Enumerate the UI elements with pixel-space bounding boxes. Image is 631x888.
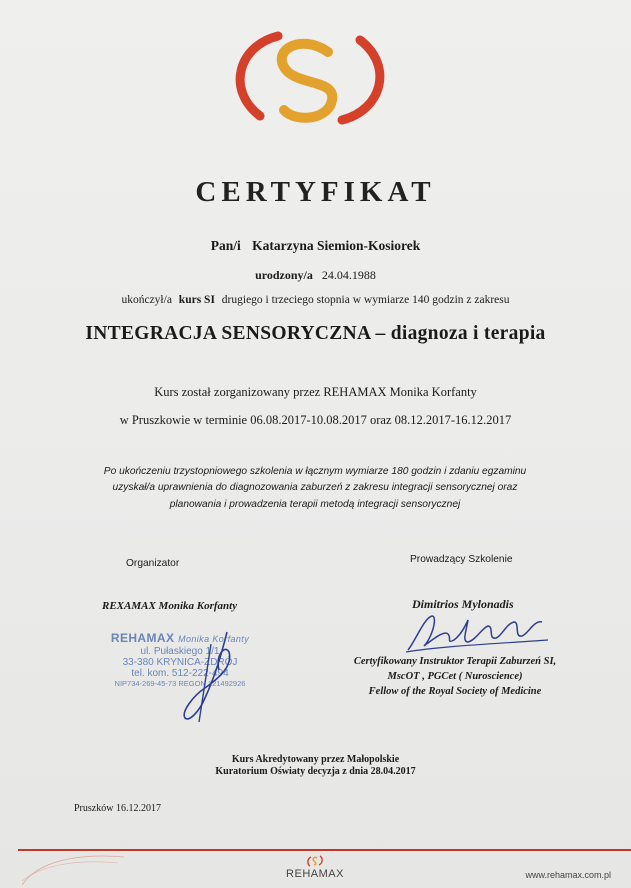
course-name: kurs SI xyxy=(178,294,215,306)
completion-prefix: ukończył/a xyxy=(121,294,172,306)
stamp-brand: REHAMAX xyxy=(110,631,175,645)
stamp-phone: tel. kom. 512-222-494 xyxy=(131,668,229,679)
footer-url[interactable]: www.rehamax.com.pl xyxy=(525,870,611,880)
trainer-name: Dimitrios Mylonadis xyxy=(412,597,514,611)
organizer-heading: Organizator xyxy=(126,558,180,569)
birth-label: urodzony/a xyxy=(255,268,313,282)
credential-line-1: Certyfikowany Instruktor Terapii Zaburzeń SI, xyxy=(353,656,557,667)
trainer-heading: Prowadzący Szkolenie xyxy=(410,554,513,565)
rehamax-logo-icon xyxy=(220,28,400,128)
conditions-line-1: Po ukończeniu trzystopniowego szkolenia w łącznym wymiarze 180 godzin i zdaniu egzaminu xyxy=(103,466,527,477)
completion-suffix: drugiego i trzeciego stopnia w wymiarze 140 godzin z zakresu xyxy=(221,294,510,306)
stamp-street: ul. Pułaskiego 1/1 xyxy=(140,646,220,657)
accreditation-line-2: Kuratorium Oświaty decyzja z dnia 28.04.2017 xyxy=(215,766,416,777)
credential-line-2: MscOT , PGCet ( Nuroscience) xyxy=(387,671,523,682)
credential-line-3: Fellow of the Royal Society of Medicine xyxy=(368,686,542,697)
recipient-line xyxy=(0,238,631,254)
conditions-line-3: planowania i prowadzenia terapii metodą integracji sensorycznej xyxy=(169,499,461,510)
stamp-nip-regon: NIP734-269-45-73 REGON 121492926 xyxy=(114,679,246,688)
footer-swirl-icon xyxy=(18,851,128,888)
certificate-title: CERTYFIKAT xyxy=(195,176,436,208)
birth-date: 24.04.1988 xyxy=(321,268,376,282)
organized-by: Kurs został zorganizowany przez REHAMAX Monika Korfanty xyxy=(154,385,477,399)
birth-line xyxy=(0,268,631,283)
trainer-signature-icon xyxy=(402,610,552,656)
course-title: INTEGRACJA SENSORYCZNA – diagnoza i terapia xyxy=(85,323,546,344)
stamp-owner: Monika Korfanty xyxy=(178,634,250,644)
recipient-name: Katarzyna Siemion-Kosiorek xyxy=(252,238,421,253)
place-and-dates: w Pruszkowie w terminie 06.08.2017-10.08.2017 oraz 08.12.2017-16.12.2017 xyxy=(119,413,512,427)
organizer-signature-icon xyxy=(175,626,245,726)
conditions-line-2: uzyskał/a uprawnienia do diagnozowania zaburzeń z zakresu integracji sensorycznej oraz xyxy=(112,482,518,493)
footer-logo-icon xyxy=(306,855,324,867)
footer-brand: REHAMAX xyxy=(286,868,344,880)
stamp-city: 33-380 KRYNICA-ZDRÓJ xyxy=(122,657,238,668)
accreditation-line-1: Kurs Akredytowany przez Małopolskie xyxy=(231,754,400,765)
trainer-credentials xyxy=(320,654,590,699)
recipient-label: Pan/i xyxy=(210,238,241,253)
issue-date: Pruszków 16.12.2017 xyxy=(74,803,161,814)
organizer-name: REXAMAX Monika Korfanty xyxy=(102,600,238,612)
completion-line xyxy=(0,294,631,306)
